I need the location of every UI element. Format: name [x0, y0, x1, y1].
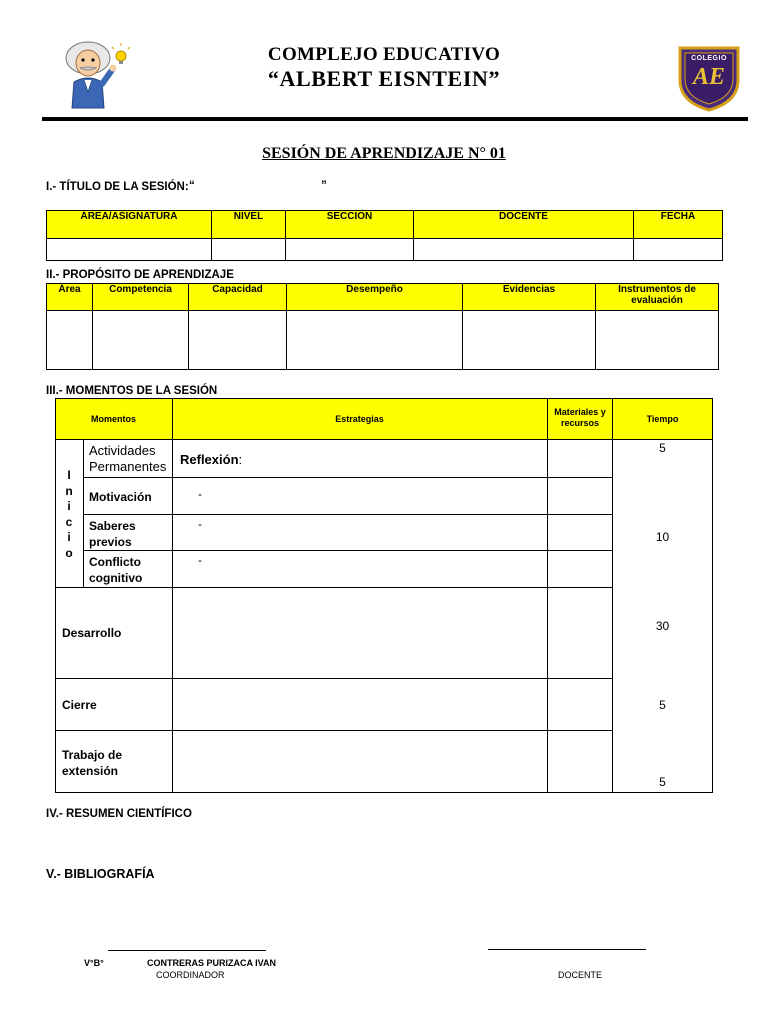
cell-nivel-value[interactable]	[212, 239, 286, 261]
time-inicio: 10	[655, 530, 670, 544]
cell-capacidad[interactable]	[189, 311, 287, 370]
coordinator-role: COORDINADOR	[156, 970, 225, 980]
col-capacidad: Capacidad	[189, 284, 287, 311]
coordinator-signature-line	[108, 950, 266, 951]
col-nivel: NIVEL	[212, 211, 286, 239]
row-conflicto-cognitivo: Conflicto cognitivo	[89, 555, 143, 585]
saberes-dash: -	[198, 517, 202, 531]
cell-docente-value[interactable]	[414, 239, 634, 261]
col-instrumentos: Instrumentos de evaluación	[596, 284, 719, 311]
col-area: Área	[47, 284, 93, 311]
time-actividades: 5	[659, 441, 666, 455]
section3-label: III.- MOMENTOS DE LA SESIÓN	[46, 385, 218, 397]
row-desarrollo: Desarrollo	[62, 626, 122, 640]
section4-label: IV.- RESUMEN CIENTÍFICO	[46, 808, 192, 820]
session-title: SESIÓN DE APRENDIZAJE N° 01	[262, 145, 506, 162]
vb-label: V°B°	[84, 958, 104, 968]
col-materiales: Materiales y recursos	[554, 407, 606, 428]
col-estrategias: Estrategias	[335, 414, 384, 424]
motivacion-dash: -	[198, 487, 202, 501]
time-desarrollo: 30	[655, 619, 670, 633]
cell-area[interactable]	[47, 311, 93, 370]
logo-main-text: AE	[692, 64, 725, 90]
cell-desempeno[interactable]	[287, 311, 463, 370]
moments-table	[55, 398, 713, 793]
cell-competencia[interactable]	[93, 311, 189, 370]
section2-label: II.- PROPÓSITO DE APRENDIZAJE	[46, 269, 234, 281]
section5-label: V.- BIBLIOGRAFÍA	[46, 867, 155, 881]
school-logo	[674, 42, 744, 112]
col-competencia: Competencia	[93, 284, 189, 311]
col-momentos: Momentos	[91, 414, 136, 424]
row-motivacion: Motivación	[89, 490, 152, 504]
general-data-table	[46, 210, 723, 261]
cell-evidencias[interactable]	[463, 311, 596, 370]
row-saberes-previos: Saberes previos	[89, 519, 136, 549]
conflicto-dash: -	[198, 553, 202, 567]
row-cierre: Cierre	[62, 698, 97, 712]
coordinator-name: CONTRERAS PURIZACA IVAN	[147, 958, 277, 968]
row-actividades-permanentes: Actividades Permanentes	[89, 443, 167, 474]
cell-fecha-value[interactable]	[634, 239, 723, 261]
col-desempeno: Desempeño	[287, 284, 463, 311]
col-seccion: SECCIÓN	[286, 211, 414, 239]
row-trabajo-extension: Trabajo de extensión	[62, 748, 123, 778]
school-name-line1: COMPLEJO EDUCATIVO	[267, 44, 501, 65]
col-fecha: FECHA	[634, 211, 723, 239]
col-area-asignatura: ÁREA/ASIGNATURA	[47, 211, 212, 239]
title-quote-open: “	[189, 180, 195, 192]
docente-signature-line	[488, 949, 646, 950]
inicio-label: I n i c i o	[65, 468, 73, 560]
cell-seccion-value[interactable]	[286, 239, 414, 261]
cell-instrumentos[interactable]	[596, 311, 719, 370]
header-divider	[42, 117, 748, 121]
col-evidencias: Evidencias	[463, 284, 596, 311]
purpose-table	[46, 283, 719, 370]
time-cierre: 5	[659, 698, 666, 712]
logo-top-text: COLEGIO	[691, 55, 727, 62]
cell-area-value[interactable]	[47, 239, 212, 261]
row-reflexion: Reflexión:	[180, 452, 243, 467]
title-quote-close: ”	[321, 180, 327, 192]
school-name-line2: “ALBERT EISNTEIN”	[267, 66, 501, 91]
time-trabajo: 5	[659, 775, 666, 789]
col-tiempo: Tiempo	[646, 414, 679, 424]
docente-role: DOCENTE	[558, 970, 603, 980]
col-docente: DOCENTE	[414, 211, 634, 239]
section1-label: I.- TÍTULO DE LA SESIÓN:	[46, 181, 189, 193]
